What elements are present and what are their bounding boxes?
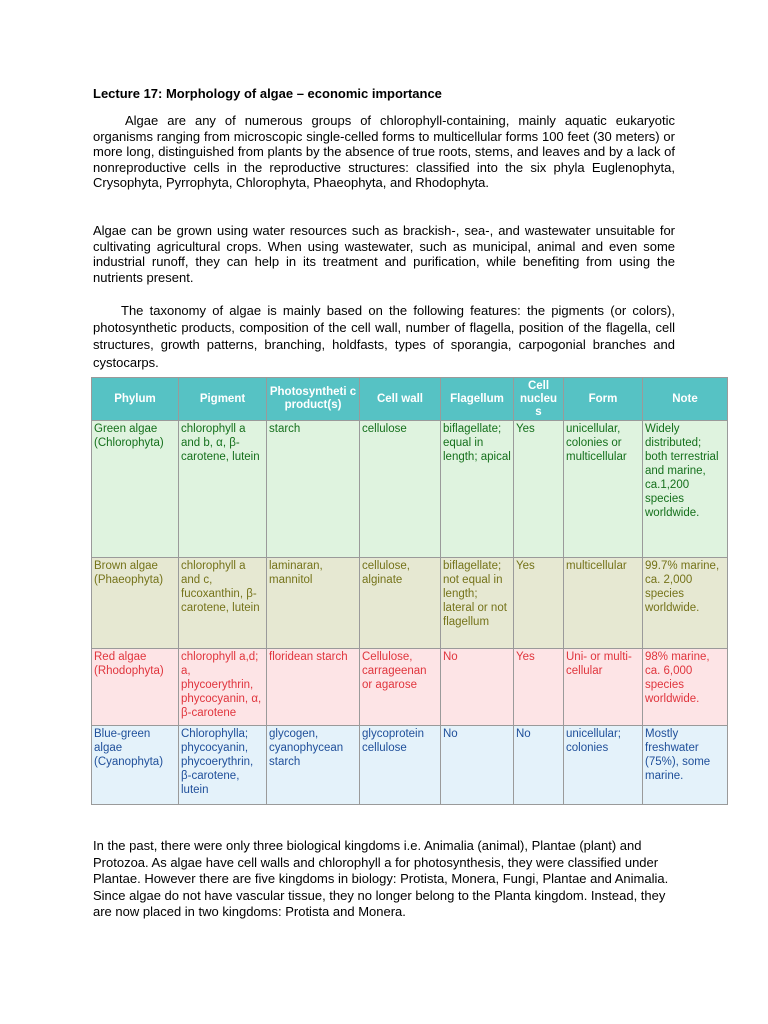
- cell-product: floridean starch: [267, 649, 360, 726]
- header-pigment: Pigment: [179, 378, 267, 421]
- table-row-red-algae: [92, 649, 728, 726]
- page-title: Lecture 17: Morphology of algae – economic importance: [93, 86, 442, 101]
- intro-paragraph: Algae are any of numerous groups of chlorophyll-containing, mainly aquatic eukaryotic organisms ranging from microscopic single-celled forms to multicellular forms 100 feet (30 meters) or more long, distinguished from plants by the absence of true roots, stems, and leaves and by a lack of nonreproductive cells in the reproductive structures: classified into the six phyla Euglenophyta, Crysophyta, Pyrrophyta, Chlorophyta, Phaeophyta, and Rhodophyta.: [93, 113, 675, 191]
- cell-pigment: Chlorophylla; phycocyanin, phycoerythrin, β-carotene, lutein: [179, 726, 267, 805]
- cell-phylum: Brown algae (Phaeophyta): [92, 558, 179, 649]
- header-flagellum: Flagellum: [441, 378, 514, 421]
- table-header-row: [92, 378, 728, 421]
- cell-form: unicellular; colonies: [564, 726, 643, 805]
- table-row-blue-green-algae: [92, 726, 728, 805]
- header-form: Form: [564, 378, 643, 421]
- header-cell-nucleus: Cell nucleu s: [514, 378, 564, 421]
- algae-classification-table: [91, 377, 728, 805]
- cell-note: Widely distributed; both terrestrial and marine, ca.1,200 species worldwide.: [643, 421, 728, 558]
- cultivation-paragraph: Algae can be grown using water resources such as brackish-, sea-, and wastewater unsuitable for cultivating agricultural crops. When using wastewater, such as municipal, animal and even some industrial runoff, they can help in its treatment and purification, while benefiting from using the nutrients present.: [93, 223, 675, 285]
- cell-nucleus: Yes: [514, 649, 564, 726]
- cell-note: 99.7% marine, ca. 2,000 species worldwide.: [643, 558, 728, 649]
- cell-nucleus: Yes: [514, 421, 564, 558]
- header-phylum: Phylum: [92, 378, 179, 421]
- cell-cell-wall: cellulose, alginate: [360, 558, 441, 649]
- cell-pigment: chlorophyll a,d; a, phycoerythrin, phycocyanin, α, β-carotene: [179, 649, 267, 726]
- cell-flagellum: No: [441, 726, 514, 805]
- cell-flagellum: biflagellate; equal in length; apical: [441, 421, 514, 558]
- cell-product: starch: [267, 421, 360, 558]
- cell-nucleus: Yes: [514, 558, 564, 649]
- cell-note: 98% marine, ca. 6,000 species worldwide.: [643, 649, 728, 726]
- cell-cell-wall: Cellulose, carrageenan or agarose: [360, 649, 441, 726]
- cell-form: multicellular: [564, 558, 643, 649]
- taxonomy-paragraph: The taxonomy of algae is mainly based on the following features: the pigments (or colors), photosynthetic products, composition of the cell wall, number of flagella, position of the flagella, cell structures, growth patterns, branching, holdfasts, types of sporangia, carpogonial branches and cystocarps.: [93, 303, 675, 370]
- kingdoms-paragraph: In the past, there were only three biological kingdoms i.e. Animalia (animal), Plantae (plant) and Protozoa. As algae have cell walls and chlorophyll a for photosynthesis, they were classified under Plantae. However there are five kingdoms in biology: Protista, Monera, Fungi, Plantae and Animalia. Since algae do not have vascular tissue, they no longer belong to the Planta kingdom. Instead, they are now placed in two kingdoms: Protista and Monera.: [93, 838, 669, 920]
- cell-pigment: chlorophyll a and c, fucoxanthin, β-carotene, lutein: [179, 558, 267, 649]
- cell-phylum: Green algae (Chlorophyta): [92, 421, 179, 558]
- cell-nucleus: No: [514, 726, 564, 805]
- cell-flagellum: No: [441, 649, 514, 726]
- cell-form: unicellular, colonies or multicellular: [564, 421, 643, 558]
- header-photosynthetic-product: Photosyntheti c product(s): [267, 378, 360, 421]
- cell-cell-wall: glycoprotein cellulose: [360, 726, 441, 805]
- cell-form: Uni- or multi-cellular: [564, 649, 643, 726]
- cell-product: glycogen, cyanophycean starch: [267, 726, 360, 805]
- cell-cell-wall: cellulose: [360, 421, 441, 558]
- table-row-brown-algae: [92, 558, 728, 649]
- cell-pigment: chlorophyll a and b, α, β-carotene, lutein: [179, 421, 267, 558]
- cell-phylum: Blue-green algae (Cyanophyta): [92, 726, 179, 805]
- cell-flagellum: biflagellate; not equal in length; lateral or not flagellum: [441, 558, 514, 649]
- table-row-green-algae: [92, 421, 728, 558]
- cell-phylum: Red algae (Rhodophyta): [92, 649, 179, 726]
- cell-note: Mostly freshwater (75%), some marine.: [643, 726, 728, 805]
- cell-product: laminaran, mannitol: [267, 558, 360, 649]
- header-note: Note: [643, 378, 728, 421]
- header-cell-wall: Cell wall: [360, 378, 441, 421]
